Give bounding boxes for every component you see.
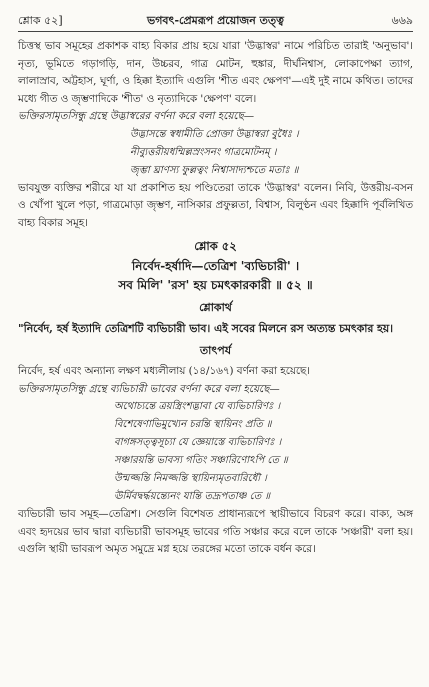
quote-intro-1: ভক্তিরসামৃতসিন্ধু গ্রন্থে উদ্ভাস্বরের বর্ণনা করে বলা হয়েছে— — [18, 110, 255, 122]
paragraph-udbhasvara: ভাবযুক্ত ব্যক্তির শরীরে যা যা প্রকাশিত হয় পণ্ডিতেরা তাকে 'উদ্ভাস্বর' বলেন। নিবি, উত্তরীয়-বসন ও খোঁপা খুলে পড়া, গাত্রমোড়া জৃম্ভণ, নাসিকার প্রফুল্লতা, বিশ্বাস, বিলুণ্ঠন এবং হিক্কাদি পূর্বলিখিত বাহ্য বিকার সমূহ। — [18, 181, 413, 229]
translation-text: "নির্বেদ, হর্ষ ইত্যাদি তেত্রিশটি ব্যভিচারী ভাব। এই সবের মিলনে রস অত্যন্ত চমৎকার হয়। — [18, 322, 393, 335]
page-header — [18, 8, 413, 28]
quote-intro-2: ভক্তিরসামৃতসিন্ধু গ্রন্থে ব্যভিচারী ভাবের বর্ণনা করে বলা হয়েছে— — [18, 382, 280, 395]
purport-heading: তাৎপর্য — [199, 344, 232, 357]
sanskrit-verse-2 — [18, 398, 413, 506]
sanskrit-line: উন্মজ্জন্তি নিমজ্জন্তি স্থায়িন্যমৃতবারিধৌ । — [114, 473, 267, 484]
verse-line-1: নির্বেদ-হর্ষাদি—তেত্রিশ 'ব্যভিচারী' । — [131, 259, 300, 273]
sanskrit-line: অথোচ্যন্তে ত্রয়স্ত্রিংশদ্ভাবা যে ব্যভিচারিণঃ । — [114, 401, 281, 412]
header-divider — [18, 31, 413, 32]
sanskrit-line: সঞ্চারয়ন্তি ভাবস্য গতিং সঞ্চারিণোঽপি তে ॥ — [114, 455, 288, 466]
sanskrit-line: জৃম্ভা ঘ্রাণস্য ফুল্লত্বং নিশ্বাসাদ্যশ্চতে মতাঃ ॥ — [130, 164, 299, 176]
sanskrit-verse-1 — [18, 126, 413, 180]
paragraph-anubhava: চিত্তস্থ ভাব সমূহের প্রকাশক বাহ্য বিকার প্রায় হয়ে যারা 'উদ্ভাস্বর' নামে পরিচিত তারাই 'অনুভাব'। নৃত্য, ভূমিতে গড়াগড়ি, দান, উচ্চরব, গাত্র মোটন, হুঙ্কার, দীর্ঘনিশ্বাস, লোকাপেক্ষা ত্যাগ, লালাস্রাব, অট্টহাস, ঘূর্ণা, ও হিক্কা ইত্যাদি এগুলি 'শীত এবং ক্ষেপণ'—এই দুই নামে কথিত। তাদের মধ্যে গীত ও জৃম্ভণাদিকে 'শীত' ও নৃত্যাদিকে 'ক্ষেপণ' বলে। — [18, 40, 413, 105]
verse-line-2: সব মিলি' 'রস' হয় চমৎকারকারী ॥ ৫২ ॥ — [118, 278, 313, 292]
verse-title: শ্লোক ৫২ — [194, 239, 237, 253]
sanskrit-line: বাগঙ্গসত্ত্বসূচ্যা যে জ্ঞেয়াস্তে ব্যভিচারিণঃ । — [114, 437, 282, 448]
purport-paragraph: নির্বেদ, হর্ষ এবং অন্যান্য লক্ষণ মধ্যলীলায় (১৪/১৬৭) বর্ণনা করা হয়েছে। — [18, 365, 310, 377]
chapter-title: ভগবৎ-প্রেমরূপ প্রয়োজন তত্ত্ব — [147, 14, 284, 27]
paragraph-vyabhichari: ব্যভিচারী ভাব সমূহ—তেত্রিশ। সেগুলি বিশেষত প্রাধান্যরূপে স্থায়ীভাবে বিচরণ করে। বাক্য, অঙ্গ এবং হৃদয়ের ভাব দ্বারা ব্যভিচারী ভাবসমূহ ভাবের গতি সঞ্চার করে বলে তাকে 'সঞ্চারী' বলা হয়। এগুলি স্থায়ী ভাবরূপ অমৃত সমুদ্রে মগ্ন হয়ে তরঙ্গের মতো তাকে বর্ধন করে। — [18, 508, 413, 555]
sanskrit-line: উদ্ভাসন্তে স্বধামীতি প্রোক্তা উদ্ভাস্বরা বুধৈঃ । — [130, 128, 299, 140]
verse-reference: শ্লোক ৫২] — [18, 14, 63, 27]
sanskrit-line: নীব্যুত্তরীয়ধম্মিল্লস্রংসনং গাত্রমোটনম্ । — [130, 146, 277, 158]
page-number: ৬৬৯ — [391, 14, 413, 27]
translation-heading: শ্লোকার্থ — [199, 301, 232, 314]
sanskrit-line: বিশেষেণাভিমুখ্যেন চরন্তি স্থায়িনং প্রতি ॥ — [114, 419, 272, 430]
sanskrit-line: ঊর্মিবদ্বর্দ্ধয়ন্ত্যেনং যান্তি তদ্রূপতাঞ্চ তে ॥ — [114, 491, 271, 502]
